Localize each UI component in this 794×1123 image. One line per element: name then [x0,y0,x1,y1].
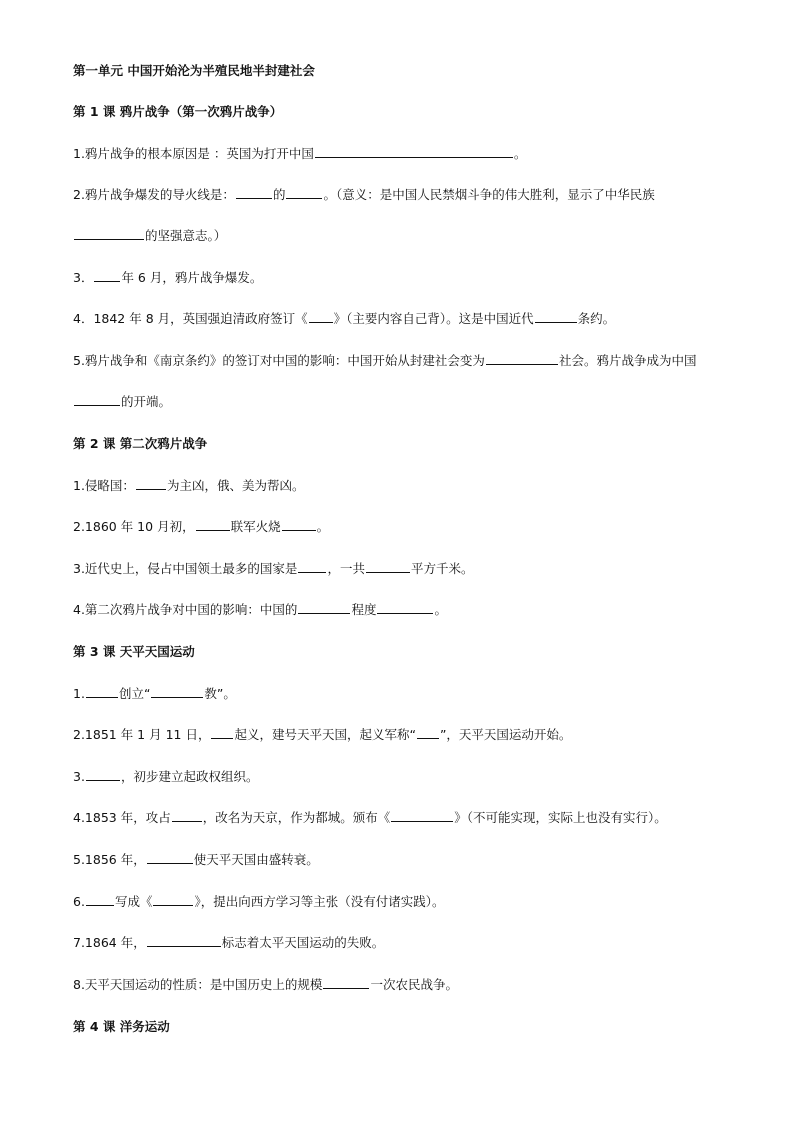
lesson-3-title: 第 3 课 天平天国运动 [73,644,195,659]
question-text: 为主凶，俄、美为帮凶。 [166,478,305,493]
answer-blank[interactable] [94,269,120,282]
question-1-5-cont [73,393,764,411]
question-text: 一次农民战争。 [370,977,458,992]
question-3-1 [73,685,764,703]
question-text: 1.鸦片战争的根本原因是 ：英国为打开中国 [73,146,314,161]
question-text: ，改名为天京，作为都城。颁布《 [202,810,391,825]
question-3-5 [73,851,764,869]
answer-blank[interactable] [236,186,272,199]
answer-blank[interactable] [86,768,120,781]
question-text: 2.1860 年 10 月初， [73,519,195,534]
question-text: 5.鸦片战争和《南京条约》的签订对中国的影响：中国开始从封建社会变为 [73,353,485,368]
answer-blank[interactable] [286,186,322,199]
answer-blank[interactable] [298,560,326,573]
question-text: ，初步建立起政权组织。 [120,769,259,784]
answer-blank[interactable] [196,518,230,531]
unit-title: 第一单元 中国开始沦为半殖民地半封建社会 [73,63,315,78]
question-text: 4．1842 年 8 月，英国强迫清政府签订《 [73,311,308,326]
answer-blank[interactable] [74,393,120,406]
question-text: 。 [513,146,527,161]
question-1-4 [73,310,764,328]
question-text: 》（不可能实现，实际上也没有实行）。 [454,810,667,825]
question-text: 4.1853 年，攻占 [73,810,171,825]
answer-blank[interactable] [153,893,193,906]
question-3-6 [73,893,764,911]
question-2-2 [73,518,764,536]
question-text: 联军火烧 [230,519,281,534]
question-1-5 [73,352,764,370]
question-1-2 [73,186,764,204]
question-text: 3. [73,769,85,784]
answer-blank[interactable] [298,601,350,614]
question-text: 2.鸦片战争爆发的导火线是： [73,187,235,202]
question-2-3 [73,560,764,578]
question-1-1 [73,145,764,163]
question-text: 年 6 月，鸦片战争爆发。 [121,270,263,285]
question-1-3 [73,269,764,287]
question-text: 5.1856 年， [73,852,146,867]
answer-blank[interactable] [486,352,558,365]
question-text: 1. [73,686,85,701]
question-text: 》（主要内容自己背）。这是中国近代 [333,311,534,326]
answer-blank[interactable] [535,310,577,323]
question-text: 8.天平天国运动的性质：是中国历史上的规模 [73,977,323,992]
lesson-1-title: 第 1 课 鸦片战争（第一次鸦片战争） [73,104,283,119]
answer-blank[interactable] [74,227,144,240]
lesson-4-title: 第 4 课 洋务运动 [73,1019,170,1034]
answer-blank[interactable] [377,601,433,614]
answer-blank[interactable] [391,809,453,822]
answer-blank[interactable] [147,851,193,864]
answer-blank[interactable] [151,685,203,698]
question-text: 条约。 [577,311,616,326]
answer-blank[interactable] [172,809,202,822]
question-text: 7.1864 年， [73,935,146,950]
question-text: 创立“ [118,686,151,701]
question-text: 写成《 [114,894,153,909]
answer-blank[interactable] [323,976,369,989]
question-text: 的开端。 [121,394,172,409]
question-text: 1.侵略国： [73,478,135,493]
question-text: 的 [272,187,286,202]
question-text: 起义，建号天平天国，起义军称“ [234,727,416,742]
question-1-2-cont [73,227,764,245]
answer-blank[interactable] [211,726,233,739]
answer-blank[interactable] [366,560,410,573]
question-3-7 [73,934,764,952]
question-3-2 [73,726,764,744]
question-text: ，一共 [327,561,365,576]
answer-blank[interactable] [86,893,114,906]
question-text: 程度 [351,602,377,617]
answer-blank[interactable] [315,145,513,158]
question-text: 社会。鸦片战争成为中国 [558,353,697,368]
question-text: 4.第二次鸦片战争对中国的影响：中国的 [73,602,298,617]
question-2-1 [73,477,764,495]
question-text: 教”。 [204,686,236,701]
question-text: 的坚强意志。） [145,228,227,243]
question-text: 6. [73,894,85,909]
question-text: 标志着太平天国运动的失败。 [221,935,385,950]
question-text: 使天平天国由盛转衰。 [193,852,319,867]
question-text: 3． [73,270,94,285]
question-3-4 [73,809,764,827]
answer-blank[interactable] [147,934,221,947]
question-text: 3.近代史上，侵占中国领土最多的国家是 [73,561,298,576]
question-text: 。 [316,519,330,534]
answer-blank[interactable] [282,518,316,531]
question-text: 2.1851 年 1 月 11 日， [73,727,211,742]
question-text: 》，提出向西方学习等主张（没有付诸实践）。 [194,894,445,909]
question-text: 平方千米。 [410,561,474,576]
answer-blank[interactable] [417,726,439,739]
question-3-3 [73,768,764,786]
question-3-8 [73,976,764,994]
answer-blank[interactable] [136,477,166,490]
question-2-4 [73,601,764,619]
answer-blank[interactable] [309,310,333,323]
question-text: 。 [434,602,447,617]
answer-blank[interactable] [86,685,118,698]
question-text: 。（意义：是中国人民禁烟斗争的伟大胜利，显示了中华民族 [323,187,655,202]
question-text: ”，天平天国运动开始。 [439,727,572,742]
lesson-2-title: 第 2 课 第二次鸦片战争 [73,436,208,451]
